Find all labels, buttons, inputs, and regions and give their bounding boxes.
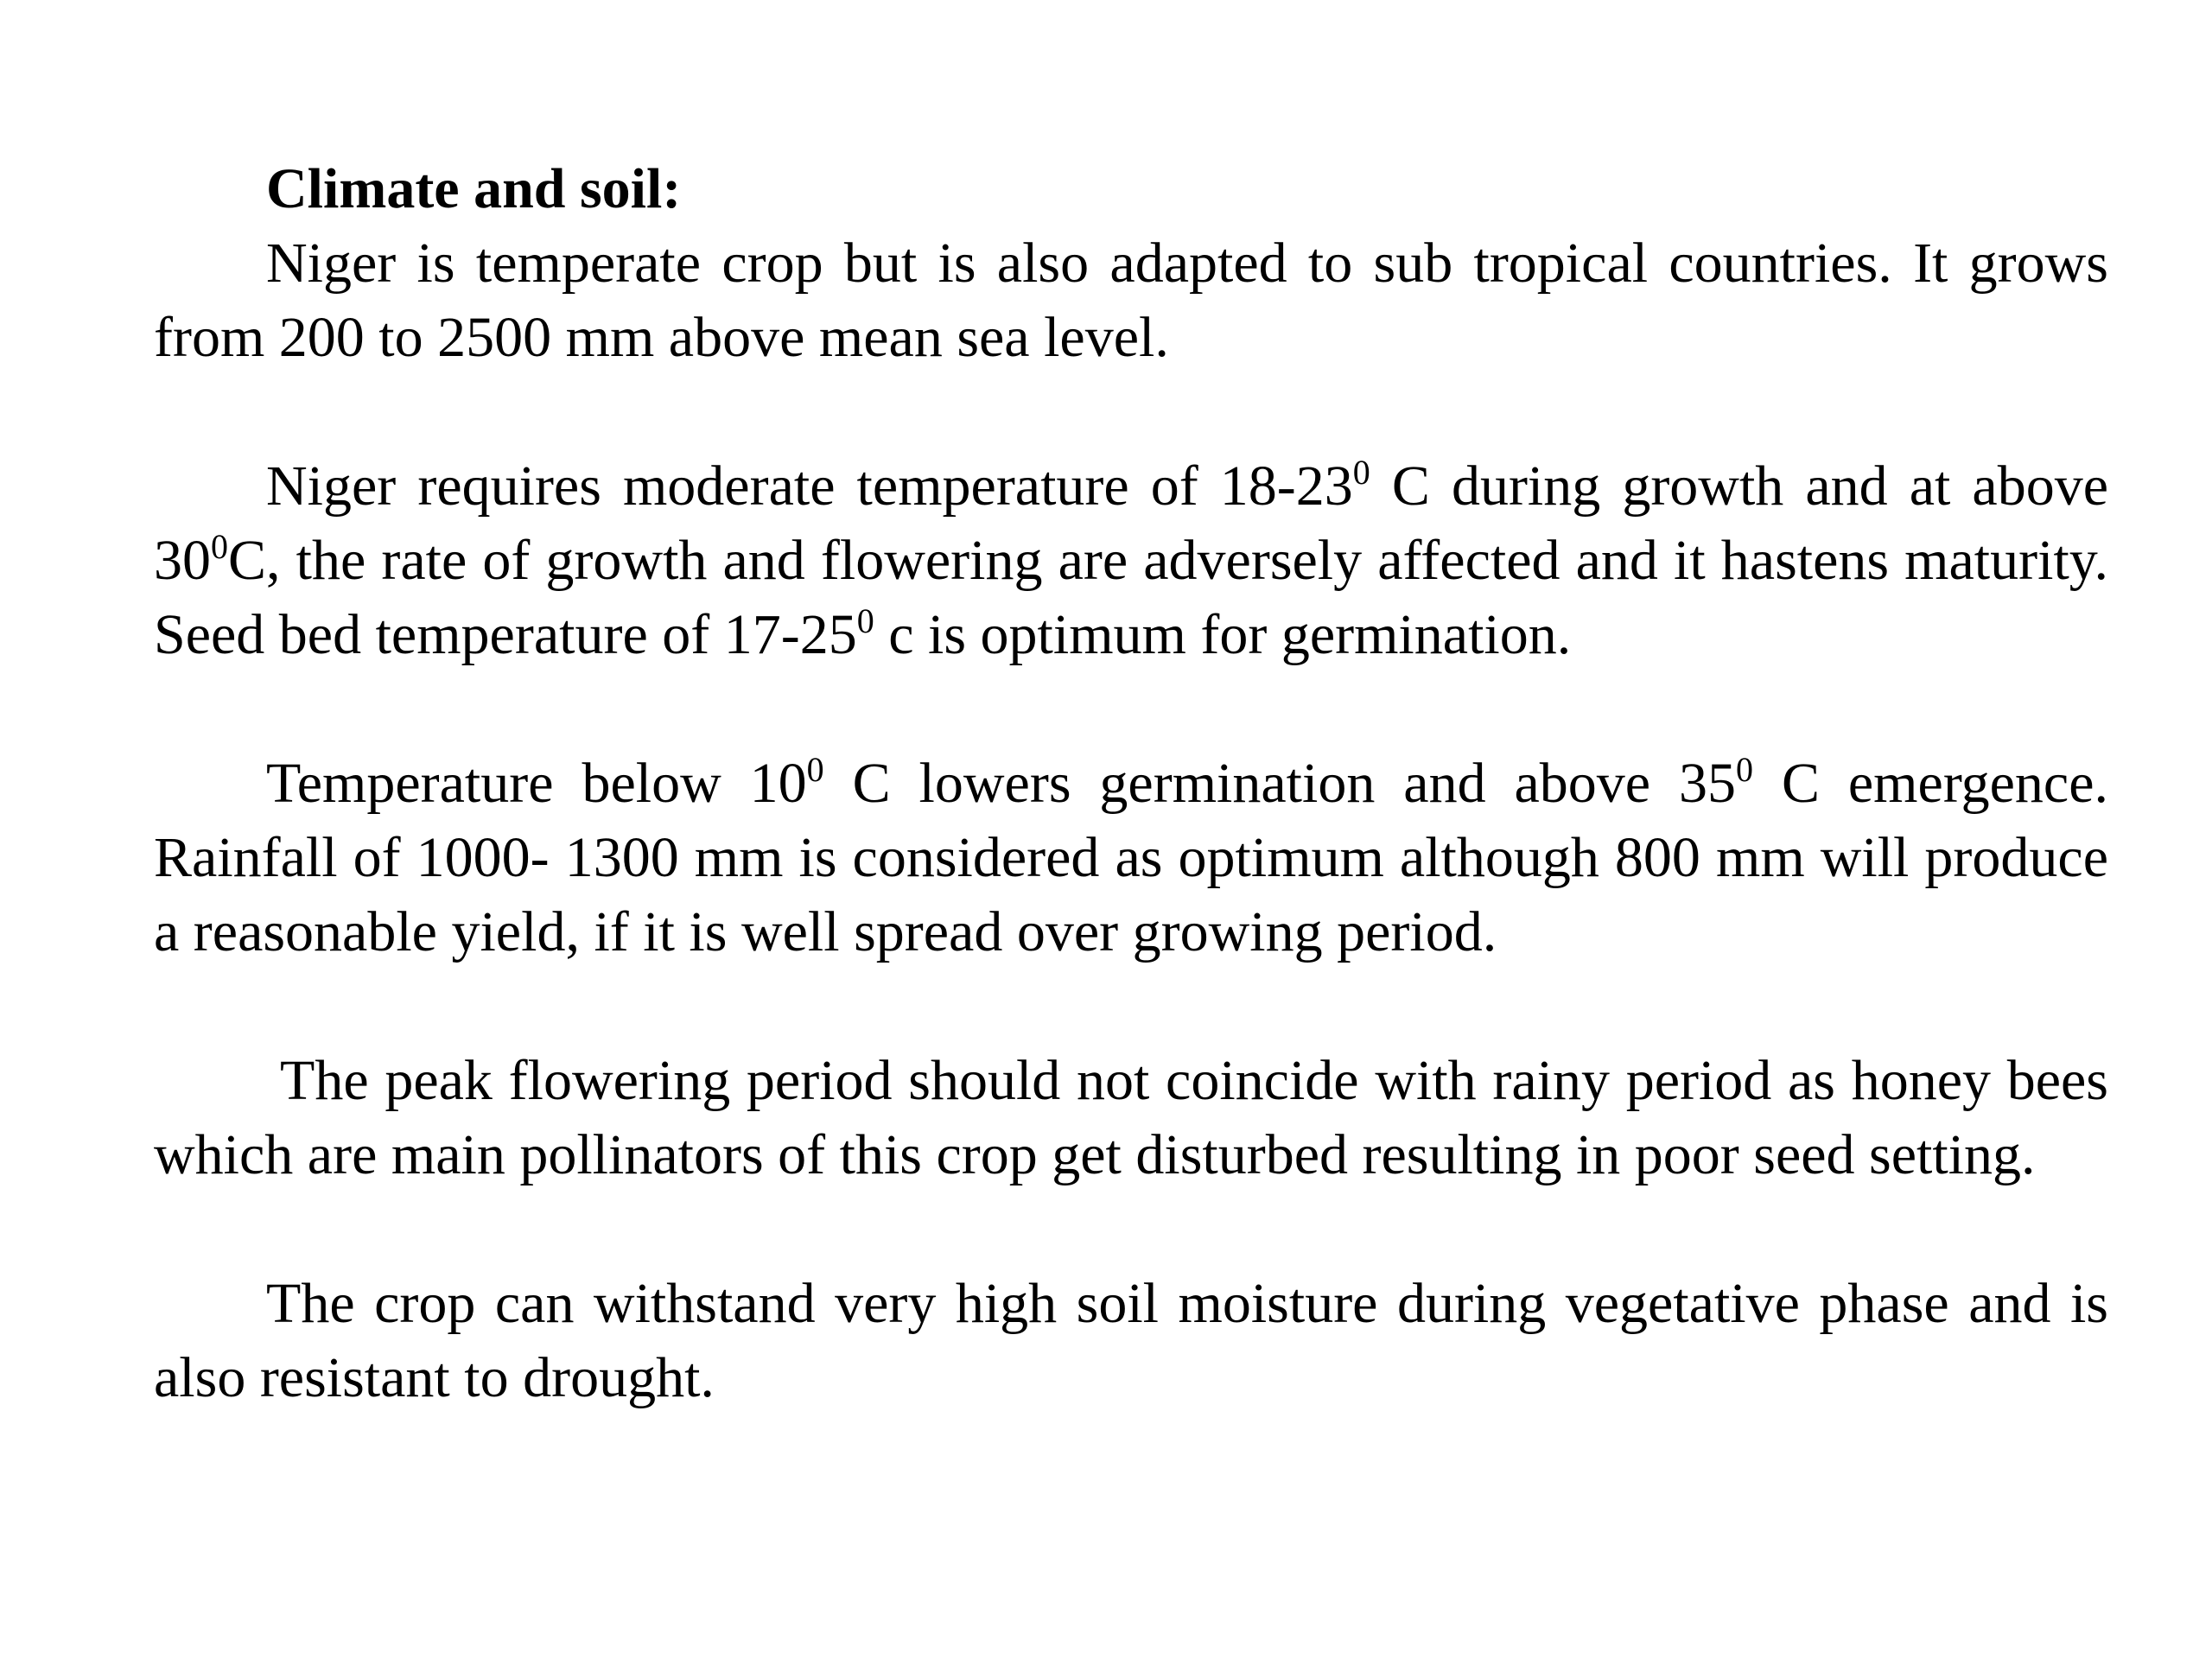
paragraph-text-segment: C emergence. Rainfall of 1000- 1300 mm is considered as optimum although 800 mm will produce a reasonable yield, if it is well spread over growing period.: [154, 752, 2108, 963]
paragraph-soil-moisture: The crop can withstand very high soil moisture during vegetative phase and is also resistant to drought.: [154, 1272, 2108, 1409]
degree-superscript: 0: [211, 527, 228, 566]
paragraph-text-segment: c is optimum for germination.: [874, 603, 1572, 666]
paragraph-text-segment: Niger requires moderate temperature of 18-23: [266, 454, 1353, 518]
degree-superscript: 0: [856, 601, 874, 640]
degree-superscript: 0: [1736, 750, 1754, 789]
paragraph-climate-range: Niger is temperate crop but is also adapted to sub tropical countries. It grows from 200 to 2500 mm above mean sea level.: [154, 232, 2108, 369]
paragraph-text-segment: Temperature below 10: [266, 752, 807, 815]
degree-superscript: 0: [1352, 453, 1370, 492]
section-heading: Climate and soil:: [266, 157, 682, 220]
paragraph-germination-rainfall: [154, 747, 2108, 969]
paragraph-temperature-requirements: [154, 449, 2108, 672]
paragraph-text-segment: C, the rate of growth and flowering are adversely affected and it hastens maturity. Seed bed temperature of 17-25: [154, 529, 2108, 666]
document-body: [154, 152, 2108, 1415]
degree-superscript: 0: [806, 750, 824, 789]
paragraph-text-segment: C during growth and at above 30: [154, 454, 2108, 592]
paragraph-flowering-period: The peak flowering period should not coincide with rainy period as honey bees which are main pollinators of this crop get disturbed resulting in poor seed setting.: [154, 1049, 2108, 1186]
paragraph-text-segment: C lowers germination and above 35: [823, 752, 1737, 815]
